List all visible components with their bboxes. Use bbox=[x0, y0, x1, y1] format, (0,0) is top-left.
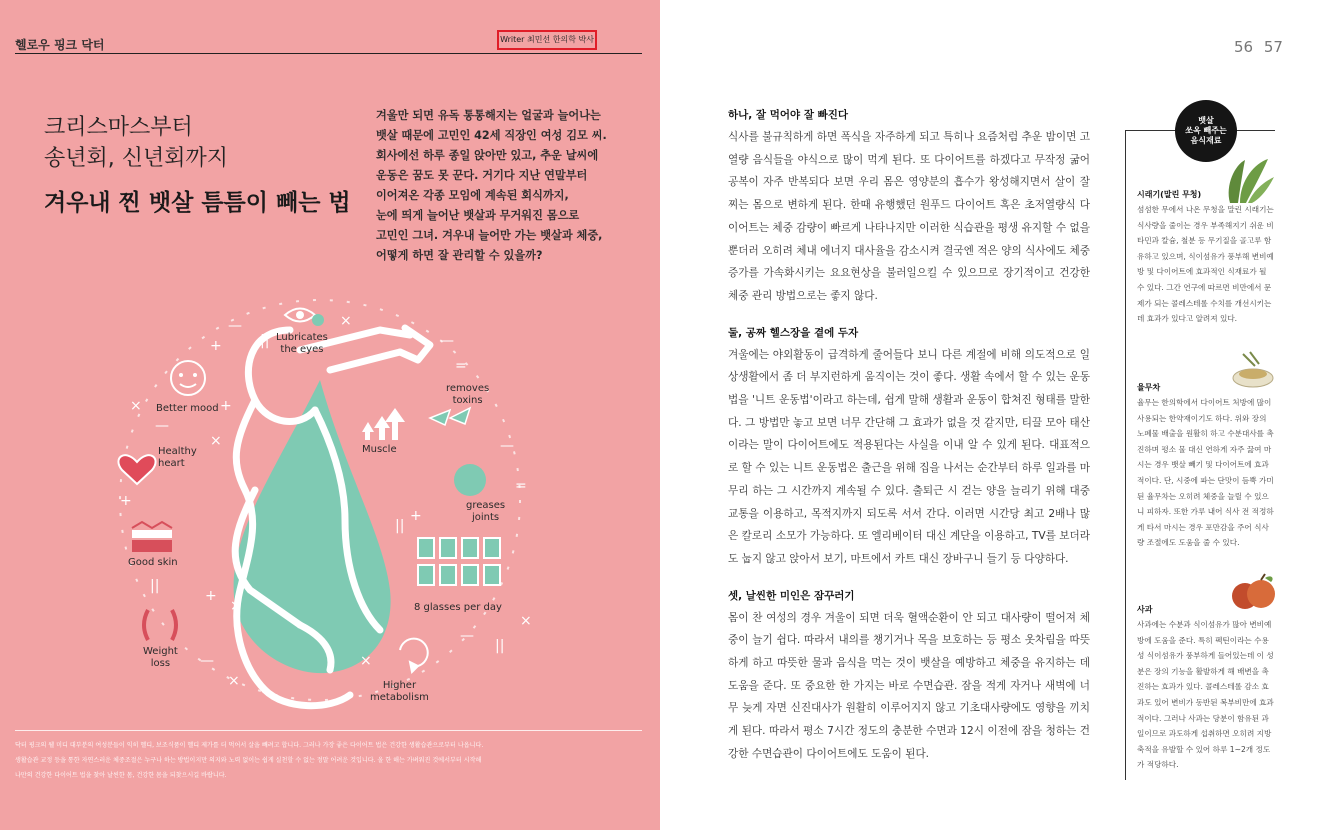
sidebar-item-radish bbox=[1137, 188, 1275, 327]
label-line: joints bbox=[471, 512, 500, 523]
higher-metabolism-label bbox=[370, 680, 429, 704]
svg-text:×: × bbox=[340, 313, 352, 329]
svg-text:—: — bbox=[440, 333, 454, 349]
svg-text:×: × bbox=[210, 433, 222, 449]
lubricates-label bbox=[276, 332, 328, 356]
svg-text:×: × bbox=[230, 598, 242, 614]
muscle-arrows-icon bbox=[362, 408, 405, 440]
removes-toxins-label bbox=[446, 383, 489, 407]
better-mood-label: Better mood bbox=[156, 403, 219, 414]
svg-text:||: || bbox=[395, 518, 405, 534]
section-heading: 하나, 잘 먹어야 잘 빠진다 bbox=[728, 109, 849, 121]
svg-text:=: = bbox=[515, 478, 527, 494]
badge-line: 음식재료 bbox=[1190, 136, 1222, 145]
weight-loss-icon bbox=[144, 610, 176, 640]
page-numbers: 56 57 bbox=[1234, 38, 1283, 56]
food-desc: 섬섬한 무에서 나온 무청을 말린 시래기는 식사량을 줄이는 경우 부족해지기 쉬운 비타민과 칼슘, 철분 등 무기질을 골고루 함유하고 있으며, 식이섬유가 풍부해 변비예방 및 다이어트에 효과적인 식재료가 될 수 있다. 그간 연구에 따르면 비만에서 문제가 되는 콜레스테롤 수치를 개선시키는 데 효과가 있다고 알려져 있다. bbox=[1137, 205, 1274, 324]
intro-line: 고민인 그녀. 겨우내 늘어만 가는 뱃살과 체중, bbox=[376, 229, 603, 242]
svg-text:+: + bbox=[210, 338, 222, 354]
svg-text:—: — bbox=[200, 653, 214, 669]
food-desc: 율무는 한의학에서 다이어트 처방에 많이 사용되는 한약재이기도 하다. 위와 장의 노폐물 배출을 원활히 하고 수분대사를 촉진하며 평소 물 대신 연하게 자주 끓여 마시는 경우 뱃살 빼기 및 다이어트에 효과적이다. 단, 시중에 파는 단맛이 듬뿍 가미된 율무차는 오히려 체중을 늘릴 수 있으니 피하자. 또한 가루 내어 식사 전 적정하게 타서 마시는 경우 포만감을 주어 식사량 조절에도 도움을 줄 수 있다. bbox=[1137, 398, 1274, 548]
skin-layers-icon bbox=[132, 522, 172, 552]
good-skin-label: Good skin bbox=[128, 557, 178, 568]
subtitle-line-2: 송년회, 신년회까지 bbox=[44, 146, 229, 171]
water-glasses-icon bbox=[418, 538, 500, 585]
svg-text:×: × bbox=[130, 398, 142, 414]
right-page bbox=[660, 0, 1317, 830]
sidebar-rule bbox=[1125, 130, 1126, 780]
article-subtitle bbox=[44, 112, 228, 174]
food-name: 사과 bbox=[1137, 605, 1153, 614]
joint-circle-icon bbox=[454, 464, 486, 496]
healthy-heart-label bbox=[158, 446, 197, 470]
footer-line: 닥터 핑크의 웰 미디 대부분의 여성분들이 익히 헬디, 보조식품이 헬디 제가를 더 먹어서 살을 빼려고 합니다. 그러나 가장 좋은 다이어트 법은 건강한 생활습관으로부터 나옵니다. bbox=[15, 742, 484, 749]
article-title: 겨우내 찐 뱃살 틈틈이 빼는 법 bbox=[44, 190, 351, 216]
svg-text:+: + bbox=[120, 493, 132, 509]
glasses-per-day-label: 8 glasses per day bbox=[414, 602, 502, 613]
intro-line: 회사에선 하루 종일 앉아만 있고, 추운 날씨에 bbox=[376, 149, 599, 162]
label-line: removes bbox=[446, 383, 490, 394]
label-line: loss bbox=[150, 658, 171, 669]
svg-text:||: || bbox=[260, 333, 270, 349]
header-divider bbox=[15, 53, 642, 54]
writer-credit: Writer 최민선 한의학 박사 bbox=[497, 30, 597, 50]
water-benefits-illustration bbox=[0, 290, 660, 730]
intro-line: 겨울만 되면 유독 통통해지는 얼굴과 늘어나는 bbox=[376, 109, 601, 122]
label-line: heart bbox=[158, 458, 185, 469]
svg-text:—: — bbox=[460, 628, 474, 644]
illustration-svg bbox=[0, 290, 660, 730]
section-body: 식사를 불규칙하게 하면 폭식을 자주하게 되고 특히나 요즘처럼 추운 밤이면 고열량 음식들을 야식으로 많이 먹게 된다. 또 다이어트를 하겠다고 무작정 굶어 공복이 자주 반복되다 보면 우리 몸은 영양분의 흡수가 왕성해지면서 살이 잘 찌는 몸으로 변하게 된다. 한때 유행했던 원푸드 다이어트 혹은 초저열량식 다이어트는 체중 감량이 빠르게 나타나지만 이러한 식습관을 평생 유지할 수 없을 뿐더러 오히려 체내 에너지 대사율을 감소시켜 결국엔 적은 양의 식사에도 체중 증가를 가속화시키는 요요현상을 불러일으킬 수 있으므로 장기적이고 건강한 체중 관리 방법으로는 좋지 않다. bbox=[728, 131, 1090, 302]
sidebar-item-tea bbox=[1137, 381, 1275, 551]
svg-text:||: || bbox=[150, 578, 160, 594]
footer-note bbox=[15, 738, 605, 783]
footer-line: 생활습관 교정 등을 통한 자연스러운 체중조절은 누구나 하는 방법이지만 의지와 노력 없이는 쉽게 실천할 수 없는 정말 어려운 것입니다. 올 한 해는 가벼워진 것에서부터 시작해 bbox=[15, 757, 482, 764]
svg-text:×: × bbox=[360, 653, 372, 669]
label-line: toxins bbox=[452, 395, 483, 406]
section-body: 몸이 찬 여성의 경우 겨울이 되면 더욱 혈액순환이 안 되고 대사량이 떨어져 체중이 늘기 쉽다. 따라서 내의를 챙기거나 목을 보호하는 등 평소 옷차림을 따뜻하게 하고 따뜻한 물과 음식을 먹는 것이 뱃살을 예방하고 체중을 유지하는 데 도움을 준다. 또 중요한 한 가지는 바로 수면습관. 잠을 적게 자거나 새벽에 너무 늦게 자면 신진대사가 원활히 이루어지지 않고 기초대사량에도 영향을 끼치게 된다. 따라서 평소 7시간 정도의 충분한 수면과 12시 이전에 잠을 청하는 건강한 수면습관이 다이어트에도 도움이 된다. bbox=[728, 611, 1090, 760]
toxins-leaves-icon bbox=[430, 408, 470, 425]
intro-paragraph bbox=[376, 106, 624, 266]
label-line: the eyes bbox=[280, 344, 324, 355]
heart-icon bbox=[118, 455, 155, 484]
intro-line: 이어져온 각종 모임에 계속된 회식까지, bbox=[376, 189, 569, 202]
section-body: 겨울에는 야외활동이 급격하게 줄어들다 보니 다른 계절에 비해 의도적으로 일상생활에서 좀 더 부지런하게 움직이는 것이 좋다. 생활 속에서 할 수 있는 운동법을 '니트 운동법'이라고 하는데, 쉽게 말해 생활과 운동이 합쳐진 형태를 말한다. 그 방법만 놓고 보면 너무 간단해 그 효과가 없을 것 같지만, 티끌 모아 태산이라는 말이 다이어트에도 적용된다는 사실을 이내 알 수 있게 된다. 대표적으로 할 수 있는 니트 운동법은 출근을 위해 집을 나서는 순간부터 하루 일과를 마무리 하는 그 시간까지 계속될 수 있다. 출퇴근 시 걷는 양을 늘리기 위해 대중교통을 이용하고, 목적지까지 되도록 서서 간다. 이러면 시간당 최고 2배나 많은 칼로리 소모가 가능하다. 또 엘리베이터 대신 계단을 이용하고, TV를 보더라도 눕지 않고 앉아서 보기, 마트에서 카트 대신 장바구니 들기 등 다양하다. bbox=[728, 348, 1090, 565]
intro-line: 눈에 띄게 늘어난 뱃살과 무거워진 몸으로 bbox=[376, 209, 580, 222]
greases-joints-label bbox=[466, 500, 505, 524]
svg-text:+: + bbox=[205, 588, 217, 604]
footer-line: 나만의 건강한 다이어트 법을 찾아 날씬한 몸, 건강한 몸을 되찾으시길 바랍니다. bbox=[15, 772, 227, 779]
food-name: 율무차 bbox=[1137, 383, 1161, 392]
smiley-face-icon bbox=[171, 361, 205, 395]
sidebar-item-apple bbox=[1137, 603, 1275, 773]
label-line: greases bbox=[466, 500, 506, 511]
food-sidebar bbox=[1125, 100, 1285, 780]
intro-line: 뱃살 때문에 고민인 42세 직장인 여성 김모 씨. bbox=[376, 129, 607, 142]
svg-text:=: = bbox=[455, 358, 467, 374]
svg-text:—: — bbox=[228, 318, 242, 334]
food-name: 시래기(말린 무청) bbox=[1137, 190, 1202, 199]
intro-line: 운동은 꿈도 못 꾼다. 거기다 지난 연말부터 bbox=[376, 169, 588, 182]
food-desc: 사과에는 수분과 식이섬유가 많아 변비예방에 도움을 준다. 특히 펙틴이라는 수용성 식이섬유가 풍부하게 들어있는데 이 성분은 장의 기능을 활발하게 해 배변을 촉진하는 효과가 있다. 콜레스테롤 감소 효과도 있어 변비가 동반된 복부비만에 효과적이다. 그러나 사과는 당분이 함유된 과일이므로 과도하게 섭취하면 오히려 지방축적을 유발할 수 있어 하루 1~2개 정도가 적당하다. bbox=[1137, 620, 1274, 770]
svg-text:×: × bbox=[228, 673, 240, 689]
badge-line: 쏘옥 빼주는 bbox=[1185, 126, 1227, 135]
muscle-label: Muscle bbox=[362, 444, 397, 455]
intro-line: 어떻게 하면 잘 관리할 수 있을까? bbox=[376, 249, 543, 262]
label-line: Higher bbox=[382, 680, 417, 691]
sidebar-badge bbox=[1175, 100, 1237, 162]
metabolism-cycle-icon bbox=[400, 639, 428, 672]
label-line: metabolism bbox=[370, 692, 429, 703]
weight-loss-label bbox=[143, 646, 178, 670]
svg-text:—: — bbox=[500, 438, 514, 454]
subtitle-line-1: 크리스마스부터 bbox=[44, 115, 193, 140]
article-body bbox=[728, 104, 1090, 766]
section-heading: 둘, 공짜 헬스장을 곁에 두자 bbox=[728, 326, 859, 339]
label-line: Weight bbox=[143, 646, 178, 657]
svg-text:||: || bbox=[495, 638, 505, 654]
badge-line: 뱃살 bbox=[1198, 116, 1214, 125]
svg-text:+: + bbox=[410, 508, 422, 524]
svg-text:+: + bbox=[220, 398, 232, 414]
eye-icon bbox=[285, 309, 324, 327]
label-line: Healthy bbox=[158, 446, 197, 457]
svg-text:—: — bbox=[155, 418, 169, 434]
footer-divider bbox=[15, 730, 642, 731]
label-line: Lubricates bbox=[276, 332, 328, 343]
svg-text:×: × bbox=[520, 613, 532, 629]
section-header: 헬로우 핑크 닥터 bbox=[15, 38, 105, 52]
section-heading: 셋, 날씬한 미인은 잠꾸러기 bbox=[728, 589, 855, 602]
